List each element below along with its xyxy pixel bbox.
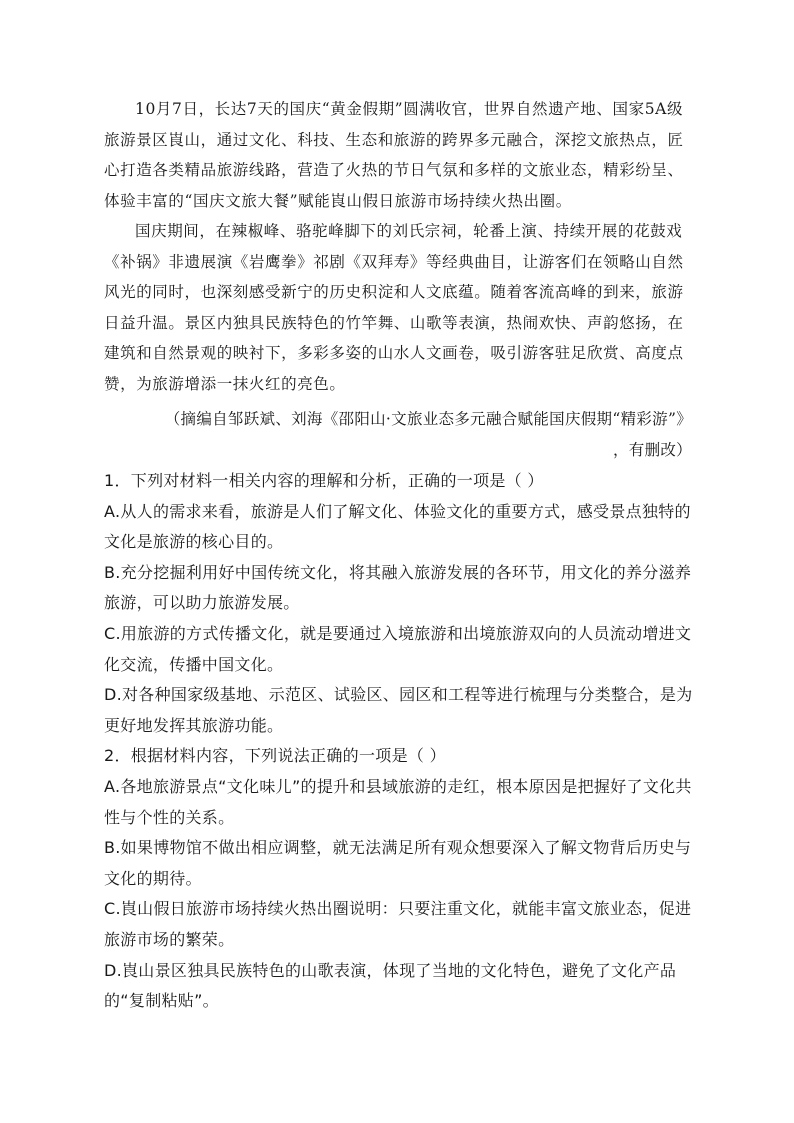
source-line-1: （摘编自邹跃斌、刘海《邵阳山·文旅业态多元融合赋能国庆假期“精彩游”》 (164, 410, 692, 428)
source-line-2: ，有删改） (612, 440, 692, 459)
question-2-option-b: B.如果博物馆不做出相应调整，就无法满足所有观众想要深入了解文物背后历史与文化的期待。 (104, 838, 692, 888)
question-2-stem: 2．根据材料内容，下列说法正确的一项是（ ） (104, 746, 446, 766)
question-1-option-a: A.从人的需求来看，旅游是人们了解文化、体验文化的重要方式，感受景点独特的文化是旅游的核心目的。 (104, 501, 691, 552)
reading-passage (104, 94, 692, 399)
question-2-option-a: A.各地旅游景点“文化味儿”的提升和县域旅游的走红，根本原因是把握好了文化共性与个性的关系。 (104, 776, 692, 827)
question-1-option-d: D.对各种国家级基地、示范区、试验区、园区和工程等进行梳理与分类整合，是为更好地发挥其旅游功能。 (104, 685, 693, 735)
question-2-option-d: D.崀山景区独具民族特色的山歌表演，体现了当地的文化特色，避免了文化产品的“复制粘贴”。 (104, 960, 677, 1011)
question-1-option-c: C.用旅游的方式传播文化，就是要通过入境旅游和出境旅游双向的人员流动增进文化交流，传播中国文化。 (104, 623, 692, 674)
passage-paragraph-2: 国庆期间，在辣椒峰、骆驼峰脚下的刘氏宗祠，轮番上演、持续开展的花鼓戏《补锅》非遗展演《岩鹰拳》祁剧《双拜寿》等经典曲目，让游客们在领略山自然风光的同时，也深刻感受新宁的历史积淀和人文底蕴。随着客流高峰的到来，旅游日益升温。景区内独具民族特色的竹竿舞、山歌等表演，热闹欢快、声韵悠扬，在建筑和自然景观的映衬下，多彩多姿的山水人文画卷，吸引游客驻足欣赏、高度点赞，为旅游增添一抹火红的亮色。 (104, 222, 684, 393)
question-2-option-c: C.崀山假日旅游市场持续火热出圈说明：只要注重文化，就能丰富文旅业态，促进旅游市场的繁荣。 (104, 899, 692, 949)
question-1-stem: 1．下列对材料一相关内容的理解和分析，正确的一项是（ ） (104, 471, 544, 490)
question-1-option-b: B.充分挖掘利用好中国传统文化，将其融入旅游发展的各环节，用文化的养分滋养旅游，可以助力旅游发展。 (104, 562, 692, 613)
question-list (104, 466, 694, 1017)
passage-paragraph-1: 10月7日，长达7天的国庆“黄金假期”圆满收官，世界自然遗产地、国家5A级旅游景区崀山，通过文化、科技、生态和旅游的跨界多元融合，深挖文旅热点，匠心打造各类精品旅游线路，营造了火热的节日气氛和多样的文旅业态，精彩纷呈、体验丰富的“国庆文旅大餐”赋能崀山假日旅游市场持续火热出圈。 (104, 100, 684, 210)
source-citation (104, 404, 692, 465)
